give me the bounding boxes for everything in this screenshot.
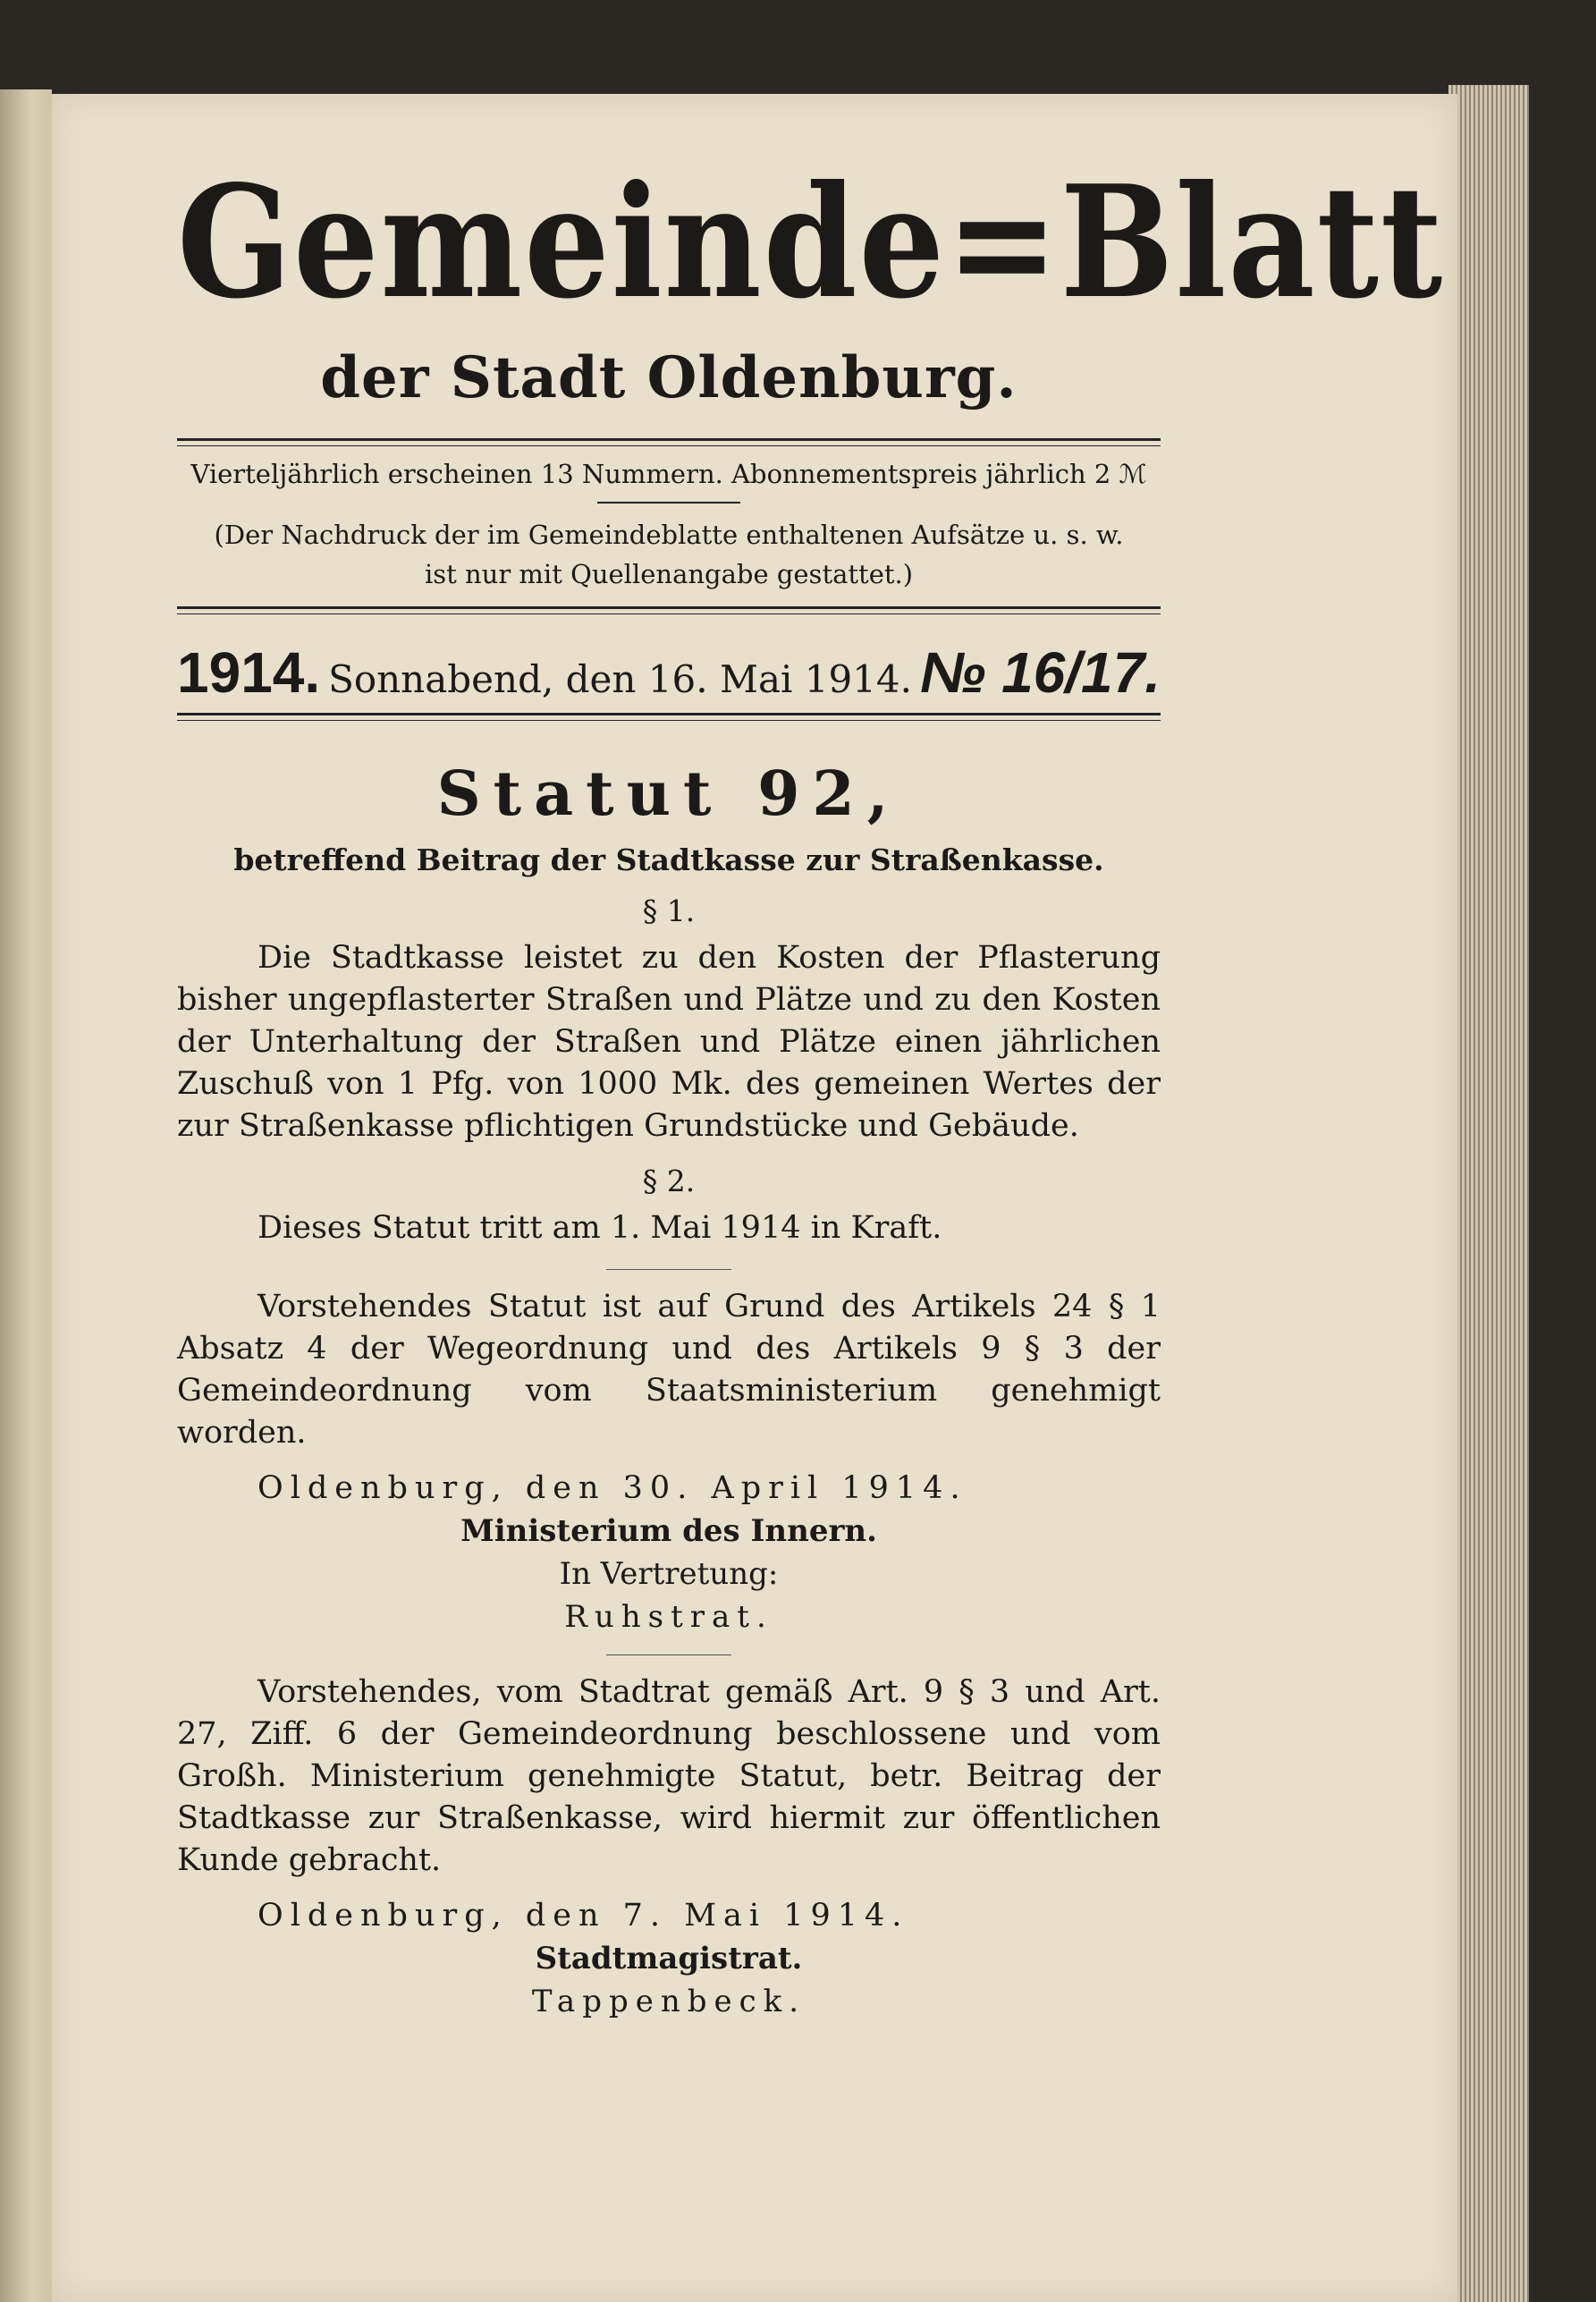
- publication-signatory: Tappenbeck.: [531, 1984, 806, 2019]
- short-divider: [597, 502, 740, 504]
- section-2-label: § 2.: [642, 1164, 696, 1198]
- approval-role: In Vertretung:: [559, 1556, 779, 1592]
- adjacent-page-edge: [0, 89, 52, 2302]
- approval-signatory: Ruhstrat.: [564, 1599, 773, 1635]
- issue-number: № 16/17.: [919, 640, 1161, 705]
- book-page-edges: [1448, 85, 1529, 2302]
- statute-subtitle: betreffend Beitrag der Stadtkasse zur Straßenkasse.: [233, 842, 1104, 877]
- dateline-bottom-rule: [177, 713, 1161, 721]
- subscription-info: Vierteljährlich erscheinen 13 Nummern. Abonnementspreis jährlich 2 ℳ: [190, 459, 1147, 489]
- approval-authority: Ministerium des Innern.: [460, 1513, 877, 1549]
- page-content: [177, 152, 1445, 2027]
- approval-text: Vorstehendes Statut ist auf Grund des Artikels 24 § 1 Absatz 4 der Wegeordnung und des Artikels 9 § 3 der Gemeindeordnung vom Staatsministerium genehmigt worden.: [177, 1289, 1161, 1451]
- publication-text: Vorstehendes, vom Stadtrat gemäß Art. 9 § 3 und Art. 27, Ziff. 6 der Gemeindeordnung beschlossene und vom Großh. Ministerium genehmigte Statut, betr. Beitrag der Stadtkasse zur Straßenkasse, wird hiermit zur öffentlichen Kunde gebracht.: [177, 1674, 1161, 1878]
- publication-authority: Stadtmagistrat.: [535, 1941, 803, 1976]
- reprint-note-line-2: ist nur mit Quellenangabe gestattet.): [424, 558, 914, 589]
- approval-place-date: Oldenburg, den 30. April 1914.: [258, 1470, 967, 1506]
- reprint-note-line-1: (Der Nachdruck der im Gemeindeblatte enthaltenen Aufsätze u. s. w.: [214, 520, 1124, 550]
- section-2-text: Dieses Statut tritt am 1. Mai 1914 in Kraft.: [258, 1210, 942, 1246]
- statute-title: Statut 92,: [436, 758, 901, 830]
- dateline: [177, 639, 1161, 706]
- dateline-top-rule: [177, 606, 1161, 614]
- header-rule: [177, 438, 1161, 446]
- publication-place-date: Oldenburg, den 7. Mai 1914.: [258, 1898, 909, 1934]
- issue-date: Sonnabend, den 16. Mai 1914.: [328, 657, 913, 701]
- newspaper-page: [52, 94, 1457, 2302]
- masthead-subtitle: der Stadt Oldenburg.: [320, 344, 1018, 411]
- issue-year: 1914.: [177, 640, 321, 705]
- section-1-text: Die Stadtkasse leistet zu den Kosten der Pflasterung bisher ungepflasterter Straßen und Plätze und zu den Kosten der Unterhaltung der Straßen und Plätze einen jährlichen Zuschuß von 1 Pfg. von 1000 Mk. des gemeinen Wertes der zur Straßenkasse pflichtigen Grundstücke und Gebäude.: [177, 940, 1161, 1144]
- section-1-label: § 1.: [642, 893, 696, 928]
- section-divider: [606, 1269, 731, 1270]
- reprint-note: [177, 516, 1161, 594]
- masthead-title: Gemeinde=Blatt: [177, 152, 1445, 334]
